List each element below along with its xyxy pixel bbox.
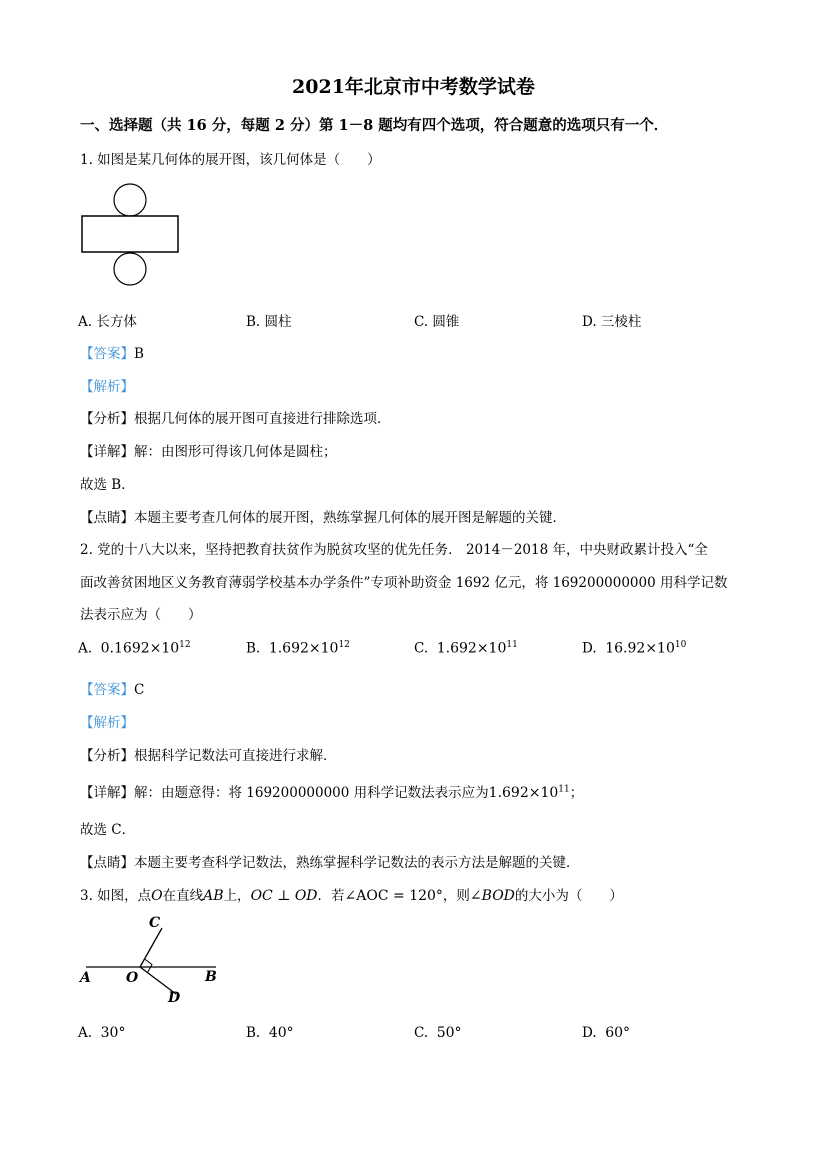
q2-option-c[interactable] <box>414 640 518 657</box>
q1-analysis-tag: 【解析】 <box>80 379 134 395</box>
option-math: 0.1692×10 <box>100 640 180 657</box>
q2-stem-line3: 法表示应为（ ） <box>80 607 202 623</box>
option-letter: B. <box>246 640 261 657</box>
q2-stem-line2: 面改善贫困地区义务教育薄弱学校基本办学条件”专项补助资金 1692 亿元，将 169200000000 用科学记数 <box>80 575 728 591</box>
q3-geometry-figure <box>78 912 228 1007</box>
q3-option-b[interactable] <box>246 1025 294 1041</box>
page-title: 2021年北京市中考数学试卷 <box>292 76 535 98</box>
q2-analysis-tag: 【解析】 <box>80 715 134 731</box>
option-letter: D. <box>582 640 597 657</box>
q3-option-c[interactable] <box>414 1025 462 1041</box>
label-b: B <box>205 969 217 985</box>
stem-text: ．若 <box>317 888 345 904</box>
option-exp: 12 <box>179 640 191 650</box>
option-exp: 12 <box>338 640 350 650</box>
label-d: D <box>168 990 181 1006</box>
q2-option-a[interactable] <box>78 640 191 657</box>
option-letter: A. <box>78 1025 93 1041</box>
q1-net-figure <box>80 183 180 288</box>
q1-xiangjie: 【详解】解：由图形可得该几何体是圆柱； <box>80 444 337 460</box>
stem-text: 的大小为（ ） <box>514 888 623 904</box>
answer-value: C <box>134 682 145 698</box>
q2-xiangjie <box>80 781 583 801</box>
xiangjie-end: ； <box>569 785 584 801</box>
q2-dianjing: 【点睛】本题主要考查科学记数法，熟练掌握科学记数法的表示方法是解题的关键． <box>80 855 580 871</box>
label-c: C <box>149 915 161 931</box>
option-value: 60° <box>605 1025 631 1041</box>
q2-option-b[interactable] <box>246 640 350 657</box>
option-letter: C. <box>414 640 429 657</box>
xiangjie-text: 【详解】解：由题意得：将 169200000000 用科学记数法表示应为 <box>80 785 489 801</box>
q3-option-a[interactable] <box>78 1025 125 1041</box>
option-math: 1.692×10 <box>268 640 339 657</box>
q2-fenxi: 【分析】根据科学记数法可直接进行求解． <box>80 748 337 764</box>
option-exp: 11 <box>506 640 518 650</box>
answer-value: B <box>134 346 144 362</box>
q1-gu-xuan: 故选 B． <box>80 477 135 493</box>
q1-option-d[interactable]: D. 三棱柱 <box>582 314 642 330</box>
perp-relation: OC ⊥ OD <box>250 888 318 904</box>
point-o: O <box>151 888 163 904</box>
q2-answer <box>80 678 144 698</box>
answer-tag: 【答案】 <box>80 346 134 362</box>
option-math: 1.692×10 <box>436 640 507 657</box>
q2-gu-xuan: 故选 C． <box>80 822 136 838</box>
label-o: O <box>126 970 139 986</box>
option-letter: B. <box>246 1025 261 1041</box>
stem-text: 上， <box>223 888 251 904</box>
option-value: 30° <box>100 1025 126 1041</box>
q3-option-d[interactable] <box>582 1025 630 1041</box>
option-exp: 10 <box>674 640 687 650</box>
q1-option-a[interactable]: A. 长方体 <box>78 314 137 330</box>
option-letter: A. <box>78 640 93 657</box>
stem-text: 在直线 <box>162 888 204 904</box>
answer-tag: 【答案】 <box>80 682 134 698</box>
stem-text: 3. 如图，点 <box>80 888 152 904</box>
option-math: 16.92×10 <box>605 640 675 657</box>
q1-stem: 1. 如图是某几何体的展开图，该几何体是（ ） <box>80 152 381 168</box>
q2-option-d[interactable] <box>582 640 686 657</box>
section-heading: 一、选择题（共 16 分，每题 2 分）第 1－8 题均有四个选项，符合题意的选项只有一个． <box>80 117 669 134</box>
angle-bod: ∠BOD <box>469 888 515 904</box>
q3-stem <box>80 884 623 904</box>
angle-aoc: ∠AOC = 120° <box>344 888 443 904</box>
q1-option-c[interactable]: C. 圆锥 <box>414 314 460 330</box>
option-letter: C. <box>414 1025 429 1041</box>
option-value: 40° <box>268 1025 294 1041</box>
xiangjie-math: 1.692×10 <box>488 785 559 801</box>
label-a: A <box>80 970 91 986</box>
q1-dianjing: 【点睛】本题主要考查几何体的展开图，熟练掌握几何体的展开图是解题的关键． <box>80 510 566 526</box>
q2-stem-line1: 2. 党的十八大以来，坚持把教育扶贫作为脱贫攻坚的优先任务． 2014－2018 年，中央财政累计投入“全 <box>80 542 708 558</box>
stem-text: ，则 <box>442 888 470 904</box>
q1-answer <box>80 342 144 362</box>
q1-fenxi: 【分析】根据几何体的展开图可直接进行排除选项． <box>80 411 391 427</box>
option-value: 50° <box>436 1025 462 1041</box>
option-letter: D. <box>582 1025 597 1041</box>
q1-option-b[interactable]: B. 圆柱 <box>246 314 292 330</box>
line-ab: AB <box>203 888 224 904</box>
xiangjie-exp: 11 <box>558 784 570 795</box>
